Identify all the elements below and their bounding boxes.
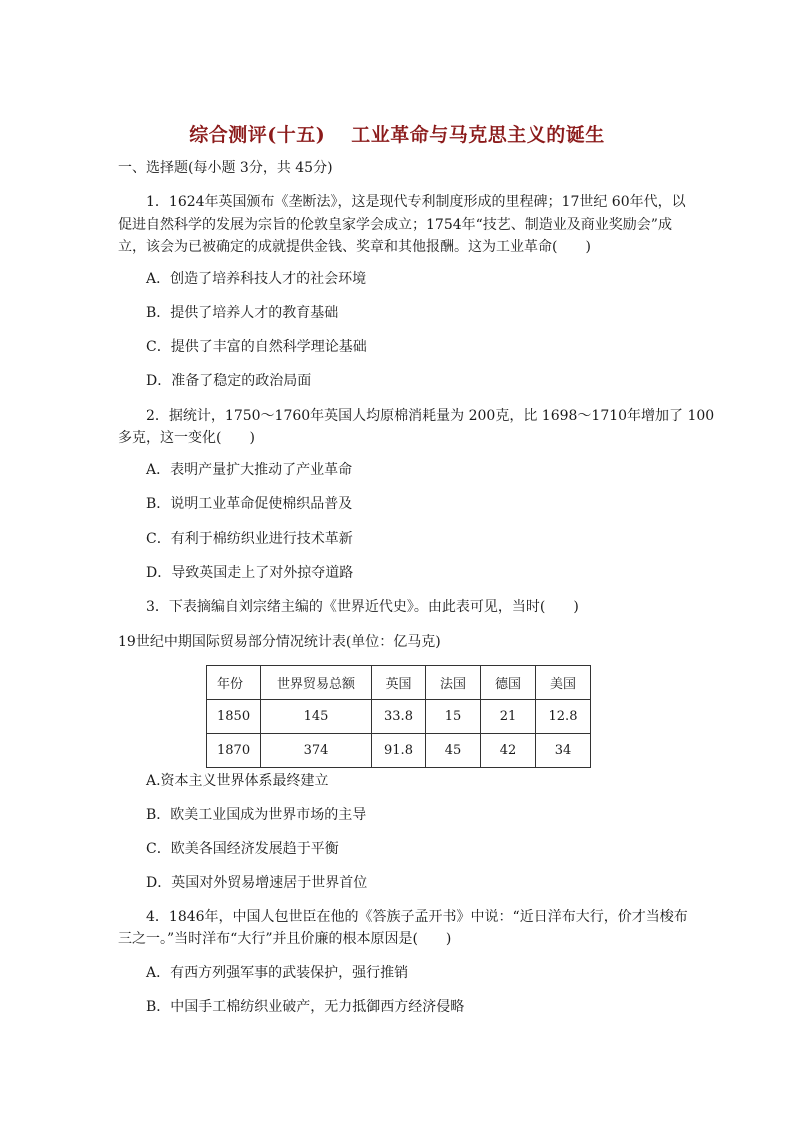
q4-option-a: A．有西方列强军事的武装保护，强行推销 <box>146 965 409 981</box>
page-title <box>0 120 794 147</box>
q1-line-1: 1．1624年英国颁布《垄断法》，这是现代专利制度形成的里程碑；17世纪 60年代，以 <box>146 194 686 210</box>
q2-line-2: 多克，这一变化( ) <box>118 430 255 446</box>
cell-uk: 33.8 <box>372 700 426 734</box>
q1-option-c: C．提供了丰富的自然科学理论基础 <box>146 339 367 355</box>
header-germany: 德国 <box>481 666 536 700</box>
cell-france: 15 <box>426 700 481 734</box>
header-uk: 英国 <box>372 666 426 700</box>
q1-line-3: 立，该会为已被确定的成就提供金钱、奖章和其他报酬。这为工业革命( ) <box>118 239 591 255</box>
section-heading: 一、选择题(每小题 3分，共 45分) <box>118 160 333 176</box>
q2-option-c: C．有利于棉纺织业进行技术革新 <box>146 531 353 547</box>
cell-year: 1870 <box>207 734 261 768</box>
cell-usa: 34 <box>536 734 591 768</box>
title-sub: 工业革命与马克思主义的诞生 <box>351 124 605 146</box>
cell-uk: 91.8 <box>372 734 426 768</box>
q1-line-2: 促进自然科学的发展为宗旨的伦敦皇家学会成立；1754年“技艺、制造业及商业奖励会”成 <box>118 217 672 233</box>
q1-option-d: D．准备了稳定的政治局面 <box>146 373 312 389</box>
q4-line-2: 三之一。”当时洋布“大行”并且价廉的根本原因是( ) <box>118 931 452 947</box>
q2-option-b: B．说明工业革命促使棉织品普及 <box>146 496 353 512</box>
header-france: 法国 <box>426 666 481 700</box>
q2-option-a: A．表明产量扩大推动了产业革命 <box>146 462 353 478</box>
header-usa: 美国 <box>536 666 591 700</box>
cell-world-trade: 374 <box>261 734 372 768</box>
cell-france: 45 <box>426 734 481 768</box>
table-header-row <box>207 666 591 700</box>
header-year: 年份 <box>207 666 261 700</box>
table-row <box>207 734 591 768</box>
cell-world-trade: 145 <box>261 700 372 734</box>
q3-option-d: D．英国对外贸易增速居于世界首位 <box>146 875 368 891</box>
q2-option-d: D．导致英国走上了对外掠夺道路 <box>146 565 354 581</box>
q2-line-1: 2．据统计，1750～1760年英国人均原棉消耗量为 200克，比 1698～1710年增加了 100 <box>146 408 715 424</box>
table-row <box>207 700 591 734</box>
cell-germany: 42 <box>481 734 536 768</box>
trade-statistics-table <box>206 665 591 768</box>
header-world-trade: 世界贸易总额 <box>261 666 372 700</box>
q4-option-b: B．中国手工棉纺织业破产，无力抵御西方经济侵略 <box>146 999 465 1015</box>
table-caption: 19世纪中期国际贸易部分情况统计表(单位：亿马克) <box>118 634 441 650</box>
cell-germany: 21 <box>481 700 536 734</box>
q3-option-a: A.资本主义世界体系最终建立 <box>146 773 329 789</box>
q1-option-b: B．提供了培养人才的教育基础 <box>146 305 339 321</box>
q1-option-a: A．创造了培养科技人才的社会环境 <box>146 271 367 287</box>
q3-line-1: 3．下表摘编自刘宗绪主编的《世界近代史》。由此表可见，当时( ) <box>146 599 579 615</box>
title-main: 综合测评(十五) <box>189 124 326 146</box>
cell-usa: 12.8 <box>536 700 591 734</box>
q3-option-b: B．欧美工业国成为世界市场的主导 <box>146 807 367 823</box>
q3-option-c: C．欧美各国经济发展趋于平衡 <box>146 841 339 857</box>
cell-year: 1850 <box>207 700 261 734</box>
q4-line-1: 4．1846年，中国人包世臣在他的《答族子孟开书》中说：“近日洋布大行，价才当梭布 <box>146 909 688 925</box>
